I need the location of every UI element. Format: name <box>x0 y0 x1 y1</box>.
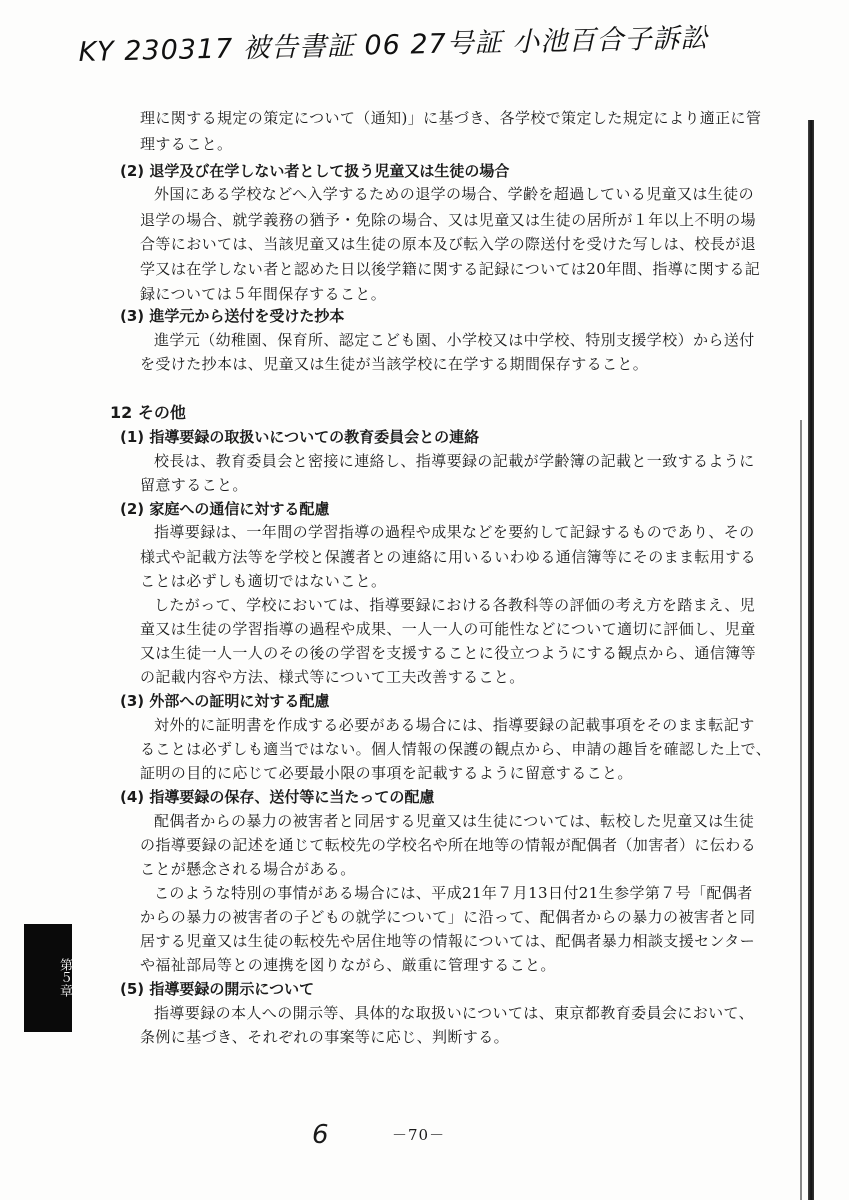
text-line: 条例に基づき、それぞれの事案等に応じ、判断する。 <box>140 1028 510 1046</box>
subsection-heading: (2) 退学及び在学しない者として扱う児童又は生徒の場合 <box>120 162 510 180</box>
text-line: 退学の場合、就学義務の猶予・免除の場合、又は児童又は生徒の居所が１年以上不明の場 <box>140 211 757 229</box>
text-line: を受けた抄本は、児童又は生徒が当該学校に在学する期間保存すること。 <box>140 355 649 373</box>
text-line: の指導要録の記述を通じて転校先の学校名や所在地等の情報が配偶者（加害者）に伝わる <box>140 836 757 854</box>
text-line: 合等においては、当該児童又は生徒の原本及び転入学の際送付を受けた写しは、校長が退 <box>140 235 757 253</box>
text-line: したがって、学校においては、指導要録における各教科等の評価の考え方を踏まえ、児 <box>154 596 756 614</box>
text-line: 対外的に証明書を作成する必要がある場合には、指導要録の記載事項をそのまま転記す <box>154 716 755 734</box>
binding-edge-line <box>800 420 802 1200</box>
subsection-heading: (5) 指導要録の開示について <box>120 980 315 998</box>
text-line: 様式や記載方法等を学校と保護者との連絡に用いるいわゆる通信簿等にそのまま転用する <box>140 548 757 566</box>
subsection-heading: (3) 外部への証明に対する配慮 <box>120 692 330 710</box>
text-line: 証明の目的に応じて必要最小限の事項を記載するように留意すること。 <box>140 764 633 782</box>
text-line: や福祉部局等との連携を図りながら、厳重に管理すること。 <box>140 956 556 974</box>
text-line: 進学元（幼稚園、保育所、認定こども園、小学校又は中学校、特別支援学校）から送付 <box>154 331 755 349</box>
chapter-tab <box>24 924 72 1032</box>
text-line: ことは必ずしも適切ではないこと。 <box>140 572 387 590</box>
subsection-heading: (1) 指導要録の取扱いについての教育委員会との連絡 <box>120 428 480 446</box>
text-line: ることは必ずしも適当ではない。個人情報の保護の観点から、申請の趣旨を確認した上で、 <box>140 740 772 758</box>
text-line: 校長は、教育委員会と密接に連絡し、指導要録の記載が学齢簿の記載と一致するように <box>154 452 755 470</box>
text-line: 配偶者からの暴力の被害者と同居する児童又は生徒については、転校した児童又は生徒 <box>154 812 755 830</box>
text-line: 居する児童又は生徒の転校先や居住地等の情報については、配偶者暴力相談支援センター <box>140 932 756 950</box>
subsection-heading: (2) 家庭への通信に対する配慮 <box>120 500 330 518</box>
text-line: の記載内容や方法、様式等について工夫改善すること。 <box>140 668 525 686</box>
subsection-heading: (4) 指導要録の保存、送付等に当たっての配慮 <box>120 788 435 806</box>
section-heading: 12 その他 <box>110 403 186 422</box>
text-line: 外国にある学校などへ入学するための退学の場合、学齢を超過している児童又は生徒の <box>154 185 755 203</box>
text-line: からの暴力の被害者の子どもの就学について」に沿って、配偶者からの暴力の被害者と同 <box>140 908 756 926</box>
text-line: 指導要録は、一年間の学習指導の過程や成果などを要約して記録するものであり、その <box>154 523 755 541</box>
chapter-tab-label: 第５章 <box>57 957 72 997</box>
text-line: ことが懸念される場合がある。 <box>140 860 356 878</box>
text-line: 学又は在学しない者と認めた日以後学籍に関する記録については20年間、指導に関する記 <box>140 260 761 278</box>
text-line: 理すること。 <box>140 135 233 153</box>
handwritten-annotation: KY 230317 被告書証 06 27号証 小池百合子訴訟 <box>78 22 709 68</box>
text-line: 指導要録の本人への開示等、具体的な取扱いについては、東京都教育委員会において、 <box>154 1004 755 1022</box>
text-line: 理に関する規定の策定について（通知)」に基づき、各学校で策定した規定により適正に管 <box>140 109 762 127</box>
page-number: －70－ <box>392 1126 446 1144</box>
subsection-heading: (3) 進学元から送付を受けた抄本 <box>120 307 345 325</box>
text-line: 録については５年間保存すること。 <box>140 285 387 303</box>
handwritten-page-mark: 6 <box>312 1120 329 1150</box>
text-line: 又は生徒一人一人のその後の学習を支援することに役立つようにする観点から、通信簿等 <box>140 644 757 662</box>
binding-edge-shadow <box>808 120 814 1200</box>
text-line: 留意すること。 <box>140 476 248 494</box>
text-line: このような特別の事情がある場合には、平成21年７月13日付21生参学第７号「配偶者 <box>154 884 753 902</box>
text-line: 童又は生徒の学習指導の過程や成果、一人一人の可能性などについて適切に評価し、児童 <box>140 620 756 638</box>
